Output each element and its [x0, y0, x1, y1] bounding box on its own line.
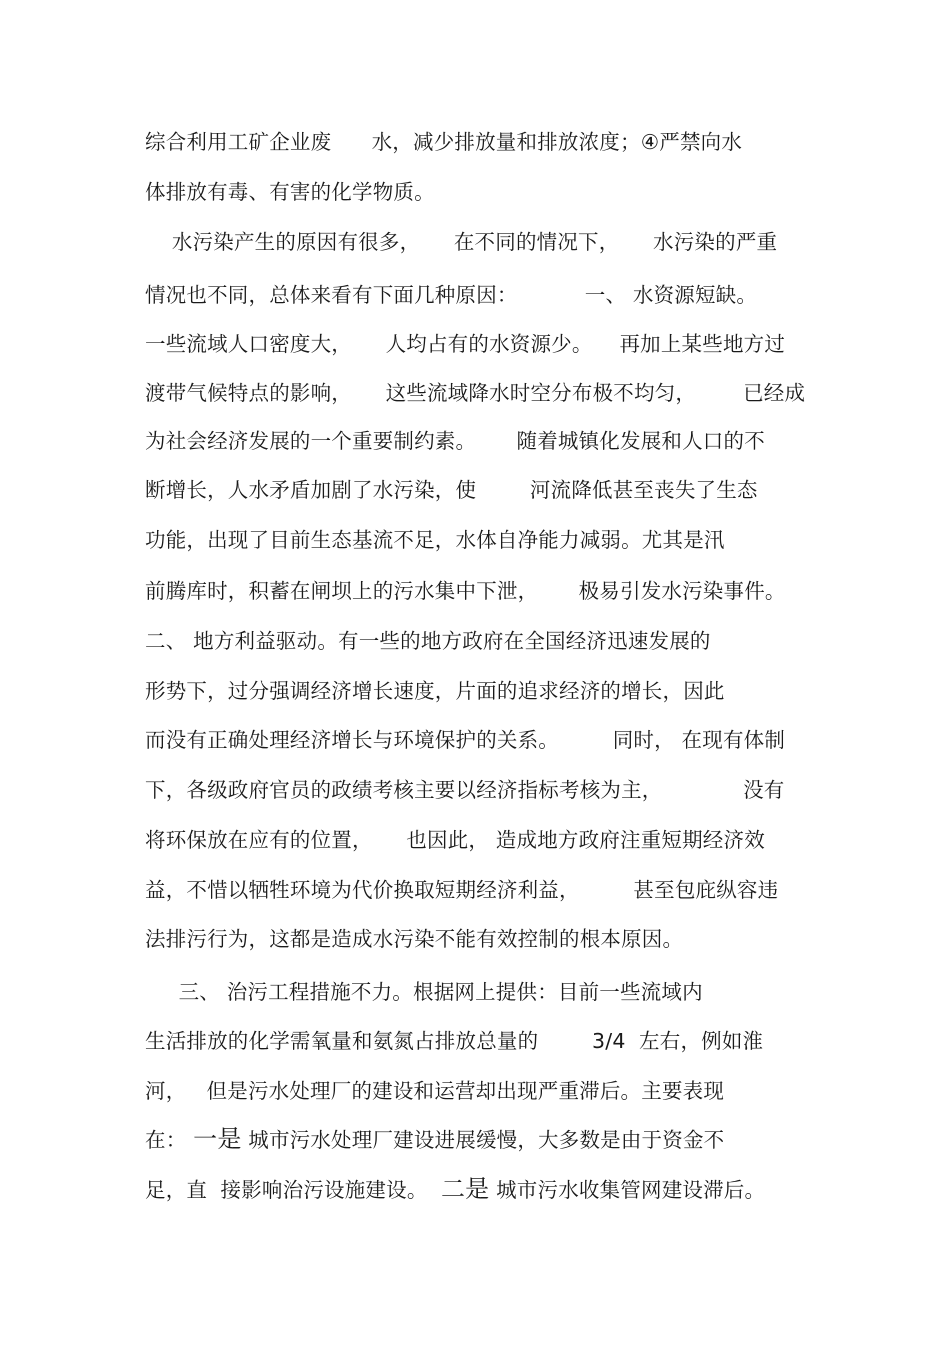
text-line: 渡带气候特点的影响， 这些流域降水时空分布极不均匀， 已经成 — [145, 381, 806, 405]
text-line: 而没有正确处理经济增长与环境保护的关系。 同时， 在现有体制 — [145, 728, 786, 752]
text-line: 形势下，过分强调经济增长速度，片面的追求经济的增长，因此 — [145, 679, 725, 703]
text-line — [145, 1122, 825, 1156]
text-line: 一些流域人口密度大， 人均占有的水资源少。 再加上某些地方过 — [145, 332, 786, 356]
text-line: 益，不惜以牺牲环境为代价换取短期经济利益， 甚至包庇纵容违 — [145, 878, 779, 902]
text-fragment: 在： — [145, 1128, 194, 1152]
text-line: 功能，出现了目前生态基流不足，水体自净能力减弱。尤其是汛 — [145, 528, 725, 552]
text-line: 河， 但是污水处理厂的建设和运营却出现严重滞后。主要表现 — [145, 1079, 725, 1103]
text-line: 二、 地方利益驱动。有一些的地方政府在全国经济迅速发展的 — [145, 629, 711, 653]
text-line: 断增长，人水矛盾加剧了水污染，使 河流降低甚至丧失了生态 — [145, 478, 758, 502]
text-line: 生活排放的化学需氧量和氨氮占排放总量的 3/4 左右，例如淮 — [145, 1029, 764, 1053]
text-line: 法排污行为，这都是造成水污染不能有效控制的根本原因。 — [145, 927, 684, 951]
text-line: 为社会经济发展的一个重要制约素。 随着城镇化发展和人口的不 — [145, 429, 765, 453]
text-line: 综合利用工矿企业废 水，减少排放量和排放浓度；④严禁向水 — [145, 130, 743, 154]
text-line: 体排放有毒、有害的化学物质。 — [145, 180, 435, 204]
text-line: 三、 治污工程措施不力。根据网上提供：目前一些流域内 — [145, 980, 703, 1004]
text-fragment: 城市污水处理厂建设进展缓慢，大多数是由于资金不 — [241, 1128, 725, 1152]
text-line: 水污染产生的原因有很多， 在不同的情况下， 水污染的严重 — [145, 230, 778, 254]
emphasis-text: 一是 — [193, 1125, 242, 1153]
text-line: 将环保放在应有的位置， 也因此， 造成地方政府注重短期经济效 — [145, 828, 765, 852]
text-line: 情况也不同，总体来看有下面几种原因： 一、 水资源短缺。 — [145, 283, 758, 307]
text-line — [145, 1172, 825, 1206]
text-fragment: 城市污水收集管网建设滞后。 — [489, 1178, 766, 1202]
text-fragment: 足，直 接影响治污设施建设。 — [145, 1178, 441, 1202]
text-line: 前腾库时，积蓄在闸坝上的污水集中下泄， 极易引发水污染事件。 — [145, 579, 786, 603]
text-line: 下，各级政府官员的政绩考核主要以经济指标考核为主， 没有 — [145, 778, 785, 802]
emphasis-text: 二是 — [440, 1175, 490, 1203]
